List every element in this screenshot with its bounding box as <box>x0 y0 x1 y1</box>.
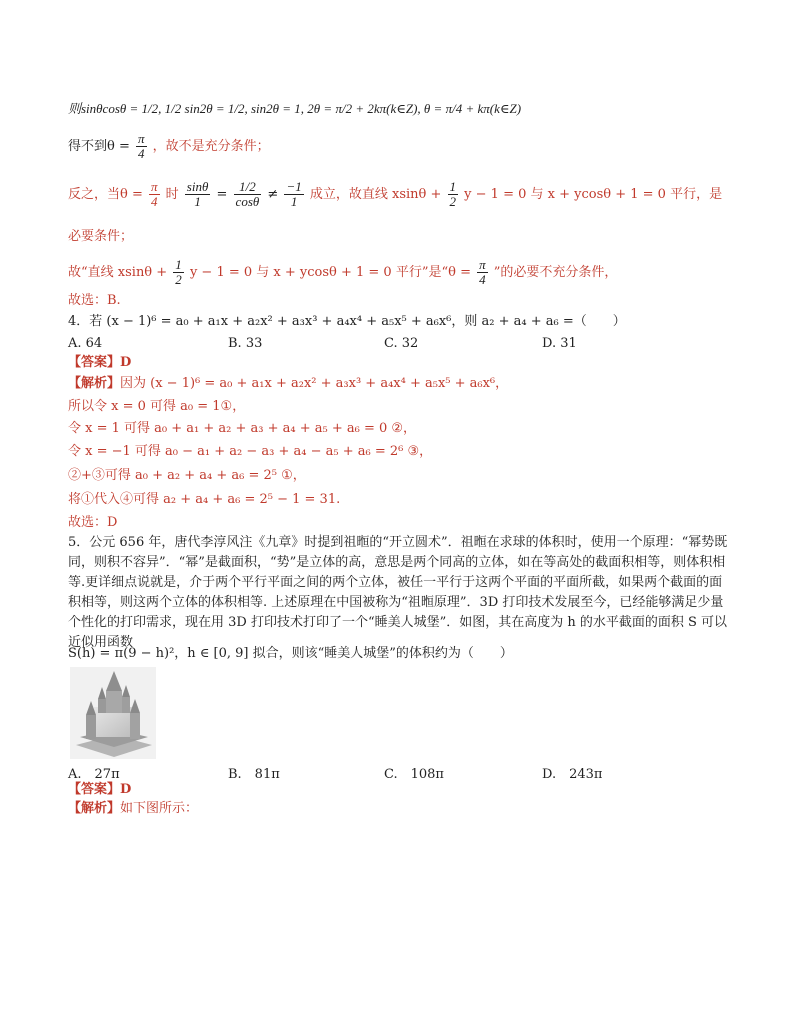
explanation-line-6: 将①代入④可得 a₂ + a₄ + a₆ = 2⁵ − 1 = 31. <box>68 492 341 507</box>
solution-line-4: 必要条件； <box>68 229 134 244</box>
solution-line-5: 故“直线 xsinθ + $\frac{1}{2}$ y − 1 = 0 与 x + ycosθ + 1 = 0 平行”是“θ = $\frac{\pi}{4}$ ”的必要不充分条件， <box>68 257 618 287</box>
answer-label: 【答案】D <box>68 355 132 370</box>
solution-line-1 <box>68 100 521 119</box>
text-fragment: 得不到θ = <box>68 139 134 154</box>
equation-chain: 则sinθcosθ = 1/2, 1/2 sin2θ = 1/2, sin2θ = 1, 2θ = π/2 + 2kπ(k∈Z), θ = π/4 + kπ(k∈Z) <box>68 101 522 116</box>
fraction-pi-over-4: $\frac{\pi}{4}$ <box>150 179 158 209</box>
answer-label-2: 【答案】D <box>68 782 132 797</box>
solution-choice-b: 故选：B. <box>68 293 121 308</box>
fraction-sin-over-1: $\frac{\sin\theta}{1}$ <box>186 179 209 209</box>
explanation-line-2: 所以令 x = 0 可得 a₀ = 1①， <box>68 399 246 414</box>
fraction-half: $\frac{1}{2}$ <box>175 257 182 287</box>
option-c: C. 108π <box>384 767 444 782</box>
option-d: D. 243π <box>542 767 603 782</box>
fraction-pi-over-4: $\frac{\pi}{4}$ <box>137 131 145 161</box>
castle-image <box>70 667 156 759</box>
option-d: D. 31 <box>542 336 577 351</box>
fraction-half-over-cos: $\frac{1/2}{\cos\theta}$ <box>235 179 260 209</box>
option-a: A. 64 <box>68 336 103 351</box>
text-fragment: 反之，当θ = <box>68 187 147 202</box>
solution-line-2 <box>68 132 270 161</box>
fraction-pi-over-4: $\frac{\pi}{4}$ <box>479 257 486 287</box>
text-fragment: 成立，故直线 xsinθ + <box>309 187 446 202</box>
question-5-function: S(h) = π(9 − h)²，h ∈ [0, 9] 拟合，则该“睡美人城堡”的体积约为（ ） <box>68 646 513 661</box>
explanation-choice-d: 故选：D <box>68 515 118 530</box>
question-4: 4．若 (x − 1)⁶ = a₀ + a₁x + a₂x² + a₃x³ + a₄x⁴ + a₅x⁵ + a₆x⁶，则 a₂ + a₄ + a₆ =（ ） <box>68 314 626 329</box>
castle-icon <box>70 667 156 759</box>
question-4-options <box>68 336 728 354</box>
option-a: A. 27π <box>68 767 120 782</box>
text-fragment: y − 1 = 0 与 x + ycosθ + 1 = 0 平行，是 <box>464 187 723 202</box>
fraction-neg1-over-1: $\frac{-1}{1}$ <box>286 179 302 209</box>
question-5-body: 5．公元 656 年，唐代李淳风注《九章》时提到祖暅的“开立圆术”．祖暅在求球的体积时，使用一个原理：“幂势既同，则积不容异”．“幂”是截面积，“势”是立体的高，意思是两个同高的立体，如在等高处的截面积相等，则体积相等.更详细点说就是，介于两个平行平面之间的两个立体，被任一平行于这两个平面的平面所截，如果两个截面的面积相等，则这两个立体的体积相等. 上述原理在中国被称为“祖暅原理”．3D 打印技术发展至今，已经能够满足少量个性化的打印需求，现在用 3D 打印技术打印了一个“睡美人城堡”．如图，其在高度为 h 的水平截面的面积 S 可以近似用函数 <box>68 535 728 650</box>
explanation-2: 【解析】如下图所示： <box>68 801 199 816</box>
text-fragment: 时 <box>165 187 179 202</box>
option-b: B. 81π <box>228 767 280 782</box>
fraction-half: $\frac{1}{2}$ <box>449 179 457 209</box>
conclusion-not-sufficient: ，故不是充分条件； <box>152 139 270 154</box>
explanation-line-5: ②+③可得 a₀ + a₂ + a₄ + a₆ = 2⁵ ①， <box>68 468 306 483</box>
solution-line-3: 反之，当θ = $\frac{\pi}{4}$ 时 $\frac{\sin\theta}{1}$ = $\frac{1/2}{\cos\theta}$ ≠ $\frac{-1}{1}$ 成立，故直线 xsinθ + $\frac{1}{2}$ y − 1 = 0 与 x + ycosθ + 1 = 0 平行，是 <box>68 179 723 209</box>
option-b: B. 33 <box>228 336 263 351</box>
explanation-line-1: 【解析】因为 (x − 1)⁶ = a₀ + a₁x + a₂x² + a₃x³ + a₄x⁴ + a₅x⁵ + a₆x⁶， <box>68 376 509 391</box>
explanation-line-3: 令 x = 1 可得 a₀ + a₁ + a₂ + a₃ + a₄ + a₅ + a₆ = 0 ②， <box>68 421 417 436</box>
option-c: C. 32 <box>384 336 419 351</box>
question-5-options <box>68 763 728 781</box>
explanation-line-4: 令 x = −1 可得 a₀ − a₁ + a₂ − a₃ + a₄ − a₅ + a₆ = 2⁶ ③， <box>68 444 433 459</box>
